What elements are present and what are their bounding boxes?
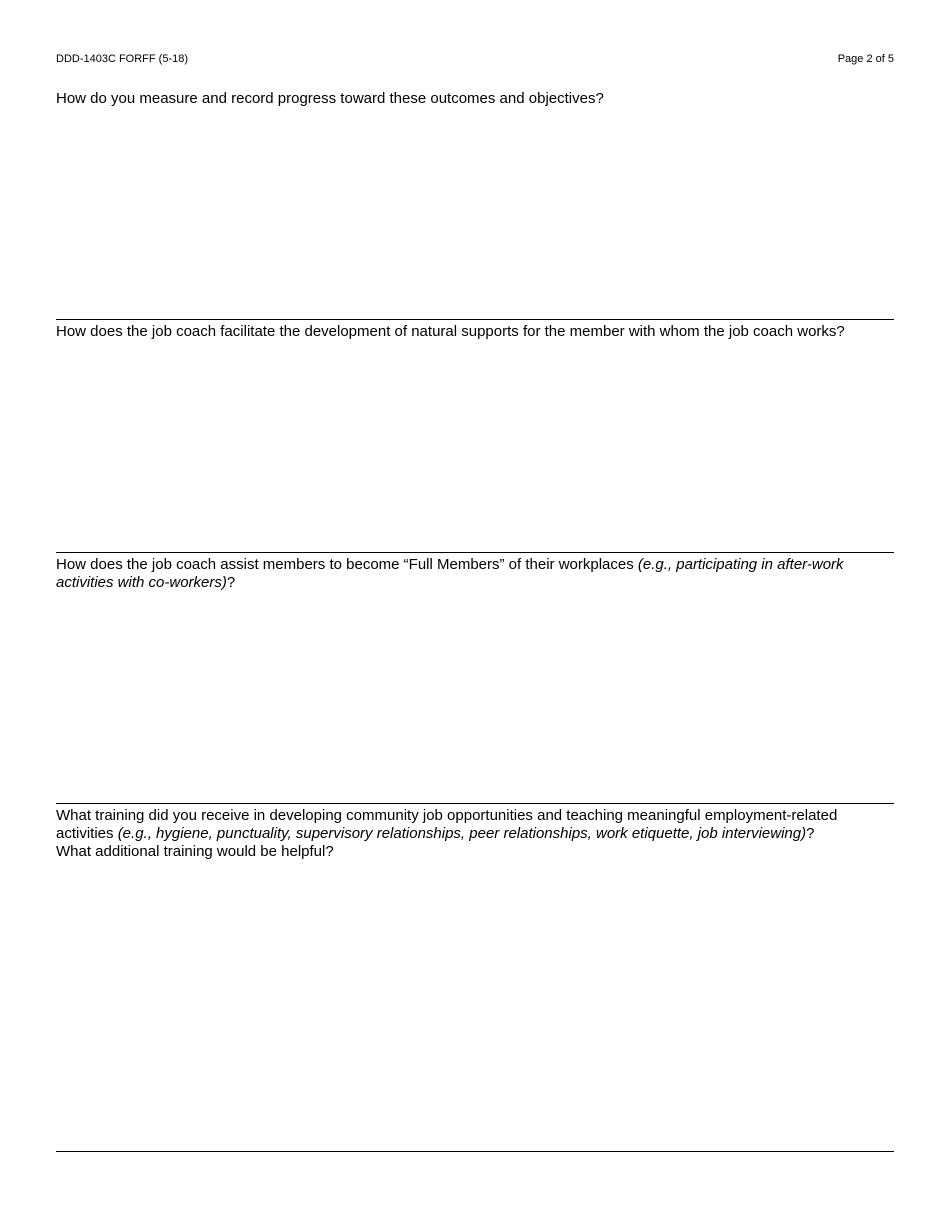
question-4-end: ? [806,825,815,842]
question-2 [56,323,894,341]
divider-3 [56,803,894,804]
divider-4 [56,1151,894,1152]
question-4-example: (e.g., hygiene, punctuality, supervisory relationships, peer relationships, work etiquette, job interviewing) [117,825,807,842]
answer-area-4[interactable] [56,866,894,1148]
question-1-text: How do you measure and record progress toward these outcomes and objectives? [56,90,604,107]
form-id: DDD-1403C FORFF (5-18) [56,53,189,65]
question-3-example: (e.g., participating in after-work activities with co-workers) [56,556,844,591]
question-4-text: What training did you receive in developing community job opportunities and teaching meaningful employment-related activities [56,807,838,842]
question-4 [56,807,894,861]
answer-area-1[interactable] [56,112,894,317]
question-3 [56,556,894,592]
divider-1 [56,319,894,320]
question-1 [56,90,894,108]
question-2-text: How does the job coach facilitate the development of natural supports for the member with whom the job coach works? [56,323,845,340]
question-3-end: ? [226,574,236,591]
page-number: Page 2 of 5 [837,53,894,65]
answer-area-3[interactable] [56,596,894,801]
answer-area-2[interactable] [56,345,894,550]
question-4-followup: What additional training would be helpful? [56,843,334,860]
question-3-text: How does the job coach assist members to become “Full Members” of their workplaces [56,556,638,573]
divider-2 [56,552,894,553]
